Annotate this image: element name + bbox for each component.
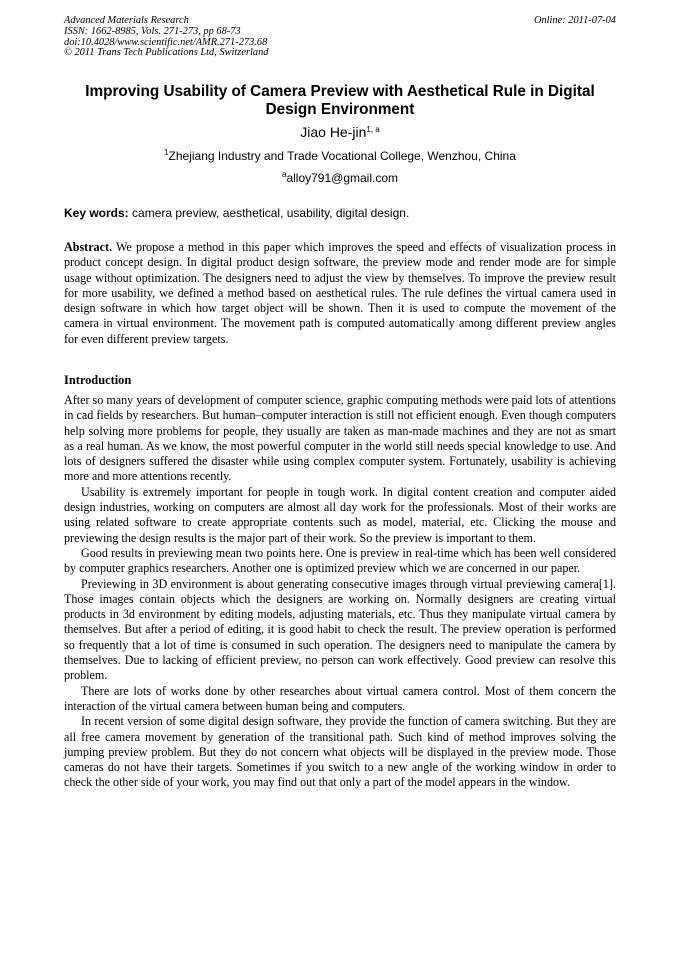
keywords-text: camera preview, aesthetical, usability, digital design. xyxy=(128,206,410,220)
issn-line: ISSN: 1662-8985, Vols. 271-273, pp 68-73 xyxy=(64,25,241,37)
paragraph: Good results in previewing mean two points here. One is preview in real-time which has been well considered by computer graphics researchers. Another one is optimized preview which we are concerned in our paper. xyxy=(64,545,616,576)
keywords xyxy=(64,206,616,221)
paragraph: Previewing in 3D environment is about generating consecutive images through virtual previewing camera[1]. Those images contain objects which the designers are working on. Normally designers are creating virtual products in 3d environment by editing models, adjusting materials, etc. Thus they manipulate virtual camera by themselves. But after a period of editing, it is good habit to check the result. The preview operation is performed so frequently that a lot of time is consumed in such operation. The designers need to manipulate the camera by themselves. Due to lacking of efficient preview, no person can work effectively. Good preview can resolve this problem. xyxy=(64,576,616,683)
author-name: Jiao He-jin xyxy=(300,124,367,140)
section-heading-introduction: Introduction xyxy=(64,373,132,387)
abstract-text: We propose a method in this paper which improves the speed and effects of visualization process in product concept design. In digital product design software, the preview mode and render mode are for simple usage without optimization. The designers need to adjust the view by themselves. To improve the preview result for more usability, we defined a method based on aesthetical rules. The rule defines the virtual camera used in design software in which how target object will be shown. Then it is used to compute the movement of the camera in virtual environment. The movement path is computed automatically among different preview angles for even different preview targets. xyxy=(64,240,616,346)
online-date: Online: 2011-07-04 xyxy=(533,15,616,26)
paragraph: After so many years of development of computer science, graphic computing methods were paid lots of attentions in cad fields by researchers. But human–computer interaction is still not efficient enough. Even though computers help solving more problems for people, they usually are taken as man-made machines and they are not as smart as a real human. As we know, the most powerful computer in the world still needs special knowledge to use. And lots of designers suffered the disaster while using complex computer system. Fortunately, usability is achieving more and more attentions recently. xyxy=(64,393,616,484)
paragraph: There are lots of works done by other researches about virtual camera control. Most of them concern the interaction of the virtual camera between human being and computers. xyxy=(64,683,616,713)
journal-name: Advanced Materials Research xyxy=(64,15,189,26)
abstract-label: Abstract. xyxy=(64,240,113,254)
doi-line: doi:10.4028/www.scientific.net/AMR.271-273.68 xyxy=(64,36,268,48)
author-superscript: 1, a xyxy=(366,125,380,134)
introduction-body xyxy=(64,393,616,791)
abstract xyxy=(64,240,616,347)
keywords-label: Key words: xyxy=(64,206,129,220)
affiliation-superscript: 1 xyxy=(164,148,169,157)
email-address: alloy791@gmail.com xyxy=(286,171,398,185)
paragraph: In recent version of some digital design software, they provide the function of camera switching. But they are all free camera movement by generation of the transitional path. Such kind of method improves solving the jumping preview problem. But they do not concern what objects will be displayed in the preview mode. Those cameras do not have their targets. Sometimes if you switch to a new angle of the working window in order to check the other side of your work, you may find out that only a part of the model appears in the window. xyxy=(64,714,616,790)
paper-title: Improving Usability of Camera Preview with Aesthetical Rule in Digital Design Environment xyxy=(85,83,595,118)
email-superscript: a xyxy=(281,170,287,179)
author-line xyxy=(64,124,616,141)
affiliation-text: Zhejiang Industry and Trade Vocational College, Wenzhou, China xyxy=(168,149,516,163)
copyright-line: © 2011 Trans Tech Publications Ltd, Switzerland xyxy=(64,47,269,59)
paragraph: Usability is extremely important for people in tough work. In digital content creation and computer aided design industries, working on computers are almost all day work for the professionals. Most of their works are using related software to create appropriate contents such as model, material, etc. Clicking the mouse and previewing the design results is the major part of their work. So the preview is important to them. xyxy=(64,484,616,545)
affiliation-line xyxy=(64,149,616,164)
email-line xyxy=(64,171,616,186)
journal-header xyxy=(64,16,616,59)
